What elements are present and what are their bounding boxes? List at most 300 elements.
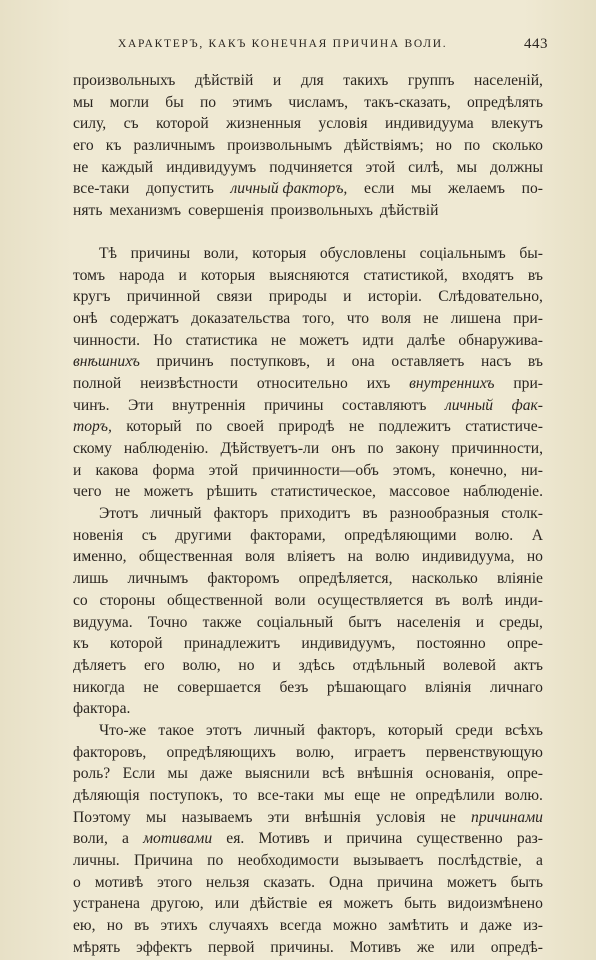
word: обнаружива-	[458, 331, 543, 349]
paragraph	[73, 503, 543, 720]
word: быть	[510, 873, 543, 891]
word: не	[440, 808, 456, 826]
text-line	[73, 243, 543, 265]
text-line	[73, 546, 543, 568]
word: именно,	[73, 548, 127, 566]
word: внутреннія	[172, 396, 246, 414]
text-line	[73, 70, 543, 92]
word: выяснили	[244, 765, 310, 783]
text-line	[73, 265, 543, 287]
word: можетъ	[447, 873, 497, 891]
word: что	[346, 309, 369, 327]
word: приходитъ	[280, 505, 351, 523]
word: чего	[73, 483, 102, 501]
word: видуума.	[73, 613, 133, 631]
word: для	[300, 72, 324, 89]
running-title: ХАРАКТЕРЪ, КАКЪ КОНЕЧНАЯ ПРИЧИНА ВОЛИ.	[118, 38, 448, 50]
word: опредѣ-	[490, 938, 543, 956]
word: далѣе	[406, 331, 446, 349]
word: механизмъ	[109, 202, 182, 220]
text-line	[73, 677, 543, 699]
word: сколько	[492, 137, 543, 155]
text-line	[73, 157, 543, 179]
word: постоянно	[416, 635, 486, 653]
word: кругъ	[73, 288, 111, 306]
text-line	[73, 503, 543, 525]
italic-word: торъ,	[73, 418, 112, 436]
text-line	[73, 395, 543, 417]
word: и	[73, 461, 82, 479]
word: также	[202, 613, 242, 631]
word: этой	[365, 158, 396, 176]
word: волю.	[475, 526, 514, 544]
word: не	[423, 309, 439, 327]
word: съ	[141, 526, 157, 544]
word: такое	[158, 721, 194, 739]
word: не	[270, 331, 287, 349]
word: Дѣйствуетъ-ли	[220, 440, 320, 457]
word: первенствующую	[425, 743, 543, 761]
word: новенія	[73, 526, 124, 544]
word: природы	[268, 288, 327, 306]
word: должны	[490, 158, 543, 176]
word: факторомъ	[207, 570, 280, 588]
word: на	[347, 548, 363, 566]
word: числамъ,	[288, 93, 349, 111]
word: вліяетъ	[287, 548, 336, 566]
word: среды,	[499, 613, 543, 631]
word: столк-	[501, 505, 543, 523]
word: видоизмѣнено	[447, 895, 543, 913]
word: внѣшнія	[357, 765, 414, 783]
text-line	[73, 460, 543, 482]
word: по	[464, 137, 481, 155]
word: бы	[165, 93, 184, 111]
word: причинъ	[156, 353, 214, 371]
word: соціальный	[256, 613, 334, 631]
word: нельзя	[205, 873, 250, 891]
word: даже	[479, 917, 512, 935]
word: а	[122, 830, 129, 848]
word: этой	[208, 461, 239, 479]
word: наблюденію.	[123, 440, 209, 457]
word: среди	[455, 721, 493, 739]
word: не	[143, 678, 159, 696]
paragraph	[73, 720, 543, 959]
word: какова	[95, 461, 139, 479]
word: по	[207, 852, 224, 870]
word: общественная	[138, 548, 233, 566]
word: соціальнымъ	[419, 244, 506, 262]
italic-word: причинами	[471, 808, 543, 826]
word: а	[536, 852, 543, 870]
text-line	[73, 308, 543, 330]
word: основанія,	[425, 765, 495, 783]
word: Тѣ	[99, 244, 117, 262]
word: насколько	[411, 570, 478, 588]
word: фактора.	[73, 700, 131, 718]
italic-word: личный факторъ,	[230, 180, 348, 198]
text-line	[73, 92, 543, 114]
word: причинной	[126, 288, 201, 306]
word: этимъ	[232, 93, 273, 111]
word: который	[126, 418, 182, 436]
word: волю,	[296, 743, 335, 761]
word: причины	[130, 244, 191, 262]
word: условія	[318, 115, 368, 133]
word: личнымъ	[127, 570, 189, 588]
text-line	[73, 200, 543, 222]
word: опредѣлять	[467, 93, 543, 111]
word: такихъ	[343, 72, 389, 89]
word: инди-	[504, 591, 543, 609]
word: раз-	[516, 830, 543, 848]
word: въ	[527, 266, 543, 284]
word: внѣшнія	[304, 808, 361, 826]
word: обусловлены	[319, 244, 407, 262]
word: его	[143, 656, 165, 674]
word: и	[272, 656, 281, 674]
word: и	[326, 353, 335, 371]
word: причина	[377, 873, 434, 891]
word: опредѣляющими	[344, 526, 457, 544]
text-line	[73, 178, 543, 200]
word: въ	[362, 505, 378, 523]
word: произвольныхъ	[270, 202, 373, 220]
text-line	[73, 525, 543, 547]
word: воли,	[73, 830, 108, 848]
word: всѣ	[322, 765, 345, 783]
word: статистическое,	[270, 483, 376, 501]
word: который	[387, 721, 444, 739]
word: индивидуума,	[421, 548, 515, 566]
word: статистиче-	[465, 418, 543, 436]
word: ни-	[521, 461, 543, 479]
word: бытъ	[348, 613, 382, 631]
word: личный	[253, 721, 306, 739]
word: никогда	[73, 678, 125, 696]
text-line	[73, 655, 543, 677]
word: отдѣльный	[352, 656, 426, 674]
word: дѣйствій	[379, 202, 439, 220]
paragraph-gap	[73, 222, 543, 243]
running-head	[118, 36, 548, 56]
word: причина	[346, 830, 403, 848]
italic-word: внутреннихъ	[409, 374, 495, 392]
word: общественной	[167, 591, 263, 609]
word: статистикой,	[363, 266, 448, 284]
text-line	[73, 416, 543, 438]
word: личнаго	[489, 678, 543, 696]
word: бы-	[519, 244, 543, 262]
word: осуществляется	[317, 591, 424, 609]
word: населенія	[396, 613, 461, 631]
word: въ	[527, 353, 543, 371]
word: Если	[122, 765, 156, 783]
word: индивидуумъ,	[301, 635, 396, 653]
word: лишь	[73, 570, 109, 588]
word: волѣ	[461, 591, 493, 609]
word: чинъ.	[73, 396, 110, 414]
word: которыя	[252, 244, 307, 262]
word: всегда	[279, 917, 322, 935]
word: каждый	[101, 158, 154, 176]
word: съ	[123, 115, 139, 133]
word: индивидуумъ	[166, 158, 257, 176]
word: его	[73, 137, 94, 155]
word: этотъ	[206, 721, 242, 739]
word: дѣйствіямъ;	[344, 137, 424, 155]
word: она	[351, 353, 375, 371]
word: безъ	[279, 678, 309, 696]
word: силѣ,	[408, 158, 444, 176]
word: къ	[105, 137, 122, 155]
word: которой	[156, 115, 209, 133]
paragraph	[73, 243, 543, 503]
word: составляютъ	[342, 396, 427, 414]
word: или	[214, 895, 240, 913]
word: этихъ	[160, 917, 198, 935]
word: факторъ	[213, 505, 269, 523]
word: чинности.	[73, 331, 141, 349]
text-line	[73, 785, 543, 807]
word: существенно	[416, 830, 503, 848]
word: томъ	[73, 266, 106, 284]
text-line	[73, 612, 543, 634]
word: желаемъ	[447, 180, 505, 198]
word: мѣрять	[73, 938, 121, 956]
word: выясняются	[269, 266, 350, 284]
word: опре-	[506, 635, 543, 653]
text-line	[73, 590, 543, 612]
word: онѣ	[73, 309, 98, 327]
word: еще	[354, 787, 381, 804]
word: исторіи.	[367, 288, 422, 306]
word: же	[416, 938, 435, 956]
word: называемъ	[181, 808, 253, 826]
italic-word: мотивами	[143, 830, 213, 848]
word: причинности,	[451, 440, 543, 457]
text-line	[73, 807, 543, 829]
body-text	[73, 70, 543, 959]
word: можетъ	[343, 895, 394, 913]
text-line	[73, 113, 543, 135]
word: сказать.	[263, 873, 316, 891]
word: здѣсь	[298, 656, 335, 674]
word: закону	[395, 440, 440, 457]
word: полной	[73, 374, 122, 392]
word: ихъ	[366, 374, 391, 392]
word: Слѣдовательно,	[438, 288, 543, 306]
word: другими	[175, 526, 232, 544]
word: волю	[375, 548, 410, 566]
word: оставляетъ	[391, 353, 465, 371]
text-line	[73, 438, 543, 460]
text-line	[73, 893, 543, 915]
word: жизненныя	[226, 115, 302, 133]
word: или	[450, 938, 475, 956]
word: волевой	[443, 656, 496, 674]
word: мы	[145, 808, 167, 826]
italic-word: личный	[444, 396, 494, 414]
word: воля	[381, 309, 412, 327]
word: дѣляющія	[73, 787, 140, 804]
word: но	[106, 917, 123, 935]
word: роль?	[73, 765, 111, 783]
word: природѣ	[278, 418, 335, 436]
text-line	[73, 720, 543, 742]
word: опре-	[506, 765, 543, 783]
word: скому	[73, 440, 112, 457]
word: наблюденіе.	[463, 483, 543, 501]
word: въ	[435, 591, 451, 609]
text-line	[73, 828, 543, 850]
word: того,	[302, 309, 335, 327]
text-line	[73, 286, 543, 308]
word: индивидуума	[385, 115, 474, 133]
word: но	[526, 548, 543, 566]
word: совершается	[177, 678, 261, 696]
text-line	[73, 937, 543, 959]
word: причинности—объ	[252, 461, 379, 479]
word: подлежитъ	[378, 418, 451, 436]
word: из-	[523, 917, 543, 935]
italic-word: фак-	[511, 396, 543, 414]
word: этого	[157, 873, 192, 891]
word: воли	[274, 591, 306, 609]
word: по-	[521, 180, 543, 198]
word: рѣшающаго	[326, 678, 407, 696]
word: неизвѣстности	[140, 374, 239, 392]
word: идти	[362, 331, 394, 349]
word: личны.	[73, 852, 120, 870]
word: различнымъ	[133, 137, 216, 155]
word: можетъ	[299, 331, 349, 349]
word: Мотивъ	[258, 830, 310, 848]
word: мы	[410, 180, 432, 198]
word: онъ	[331, 440, 356, 457]
word: эти	[267, 808, 290, 826]
word: случаяхъ	[208, 917, 269, 935]
word: силу,	[73, 115, 107, 133]
word: къ	[73, 635, 89, 653]
word: совершенія	[188, 202, 264, 220]
word: но	[435, 137, 452, 155]
text-line	[73, 850, 543, 872]
text-line	[73, 633, 543, 655]
word: Эти	[128, 396, 154, 414]
word: Этотъ	[99, 505, 139, 523]
word: массовое	[389, 483, 450, 501]
word: и	[272, 72, 282, 89]
word: при-	[513, 374, 543, 392]
word: вызываетъ	[353, 852, 424, 870]
word: всѣхъ	[505, 721, 543, 739]
word: факторовъ,	[73, 743, 147, 761]
word: по	[367, 440, 384, 457]
word: относительно	[256, 374, 348, 392]
word: даже	[200, 765, 233, 783]
word: Точно	[147, 613, 188, 631]
word: А	[531, 526, 543, 544]
word: группъ	[407, 72, 455, 89]
word: мотивѣ	[94, 873, 144, 891]
word: опредѣляется,	[298, 570, 393, 588]
word: дѣляетъ	[73, 656, 127, 674]
word: вліянія	[425, 678, 472, 696]
text-line	[73, 481, 543, 503]
word: мы	[456, 158, 477, 176]
text-line	[73, 351, 543, 373]
word: о	[73, 873, 81, 891]
word: воли,	[203, 244, 239, 262]
text-line	[73, 568, 543, 590]
word: Одна	[328, 873, 364, 891]
word: связи	[216, 288, 253, 306]
word: причины	[264, 396, 324, 414]
word: не	[73, 158, 89, 176]
word: можетъ	[143, 483, 194, 501]
word: входятъ	[461, 266, 514, 284]
word: со	[73, 591, 88, 609]
word: Поэтому	[73, 808, 131, 826]
word: и	[323, 830, 333, 848]
word: и	[178, 266, 187, 284]
word: поступокъ,	[149, 787, 224, 804]
word: факторами,	[250, 526, 326, 544]
word: такъ-сказать,	[364, 93, 451, 111]
word: лишена	[450, 309, 502, 327]
word: содержатъ	[109, 309, 179, 327]
paragraph	[73, 70, 543, 222]
text-line	[73, 763, 543, 785]
word: при-	[513, 309, 543, 327]
word: конечно,	[449, 461, 507, 479]
word: условія	[376, 808, 426, 826]
word: Что-же	[99, 721, 147, 739]
word: подчиняется	[269, 158, 353, 176]
word: Мотивъ	[349, 938, 401, 956]
word: допустить	[145, 180, 214, 198]
word: и	[460, 917, 469, 935]
word: волю.	[504, 787, 543, 804]
text-line	[73, 135, 543, 157]
text-line	[73, 915, 543, 937]
word: но	[238, 656, 255, 674]
word: произвольныхъ	[73, 72, 176, 89]
word: могли	[109, 93, 150, 111]
page-number: 443	[524, 36, 548, 52]
word: опредѣляющихъ	[166, 743, 276, 761]
word: все-таки	[73, 180, 130, 198]
word: то	[233, 787, 248, 804]
word: Причина	[133, 852, 193, 870]
word: опредѣлили	[415, 787, 495, 804]
word: и	[343, 288, 352, 306]
word: Но	[153, 331, 173, 349]
word: по	[196, 418, 213, 436]
word: факторъ,	[317, 721, 376, 739]
word: дѣйствій	[194, 72, 254, 89]
word: можно	[332, 917, 377, 935]
word: первой	[207, 938, 255, 956]
word: нять	[73, 202, 103, 220]
word: рѣшить	[206, 483, 258, 501]
word: стороны	[99, 591, 156, 609]
word: мы	[167, 765, 188, 783]
word: этомъ,	[392, 461, 436, 479]
word: своей	[226, 418, 265, 436]
